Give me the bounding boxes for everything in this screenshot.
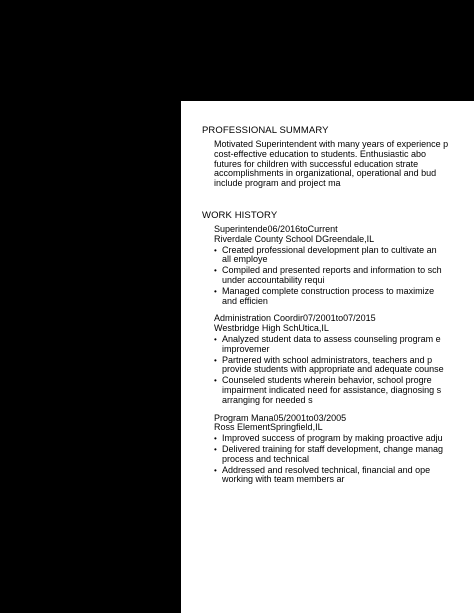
job-org-line: Westbridge High SchUtica,IL xyxy=(214,324,329,334)
job-org-line: Ross ElementSpringfield,IL xyxy=(214,423,323,433)
job-bullet xyxy=(214,356,474,376)
job-entry xyxy=(214,225,474,306)
job-title: Administration Coordir xyxy=(214,314,304,324)
resume-page xyxy=(181,101,474,613)
job-organization: Westbridge High Sch xyxy=(214,324,299,334)
job-state: IL xyxy=(315,423,323,433)
bullet-line: • Delivered training for staff development, change manag xyxy=(222,443,443,454)
job-date-separator: to xyxy=(306,413,314,423)
bullet-line: • Analyzed student data to assess counseling program e xyxy=(222,333,441,344)
job-start-date: 07/2001 xyxy=(303,314,336,324)
job-entry xyxy=(214,414,474,486)
summary-line: accomplishments in organizational, operational and bud xyxy=(214,168,437,179)
bullet-line: improvemer xyxy=(222,343,270,354)
job-bullets xyxy=(214,335,474,406)
summary-line: cost-effective education to students. Enthusiastic abo xyxy=(214,148,426,159)
job-title: Program Mana xyxy=(214,413,274,423)
job-city: Greendale xyxy=(322,234,365,244)
job-bullet xyxy=(214,445,474,465)
job-title: Superintende xyxy=(214,224,268,234)
job-end-date: 07/2015 xyxy=(343,314,376,324)
bullet-line: all employe xyxy=(222,254,268,265)
job-end-date: Current xyxy=(307,224,338,234)
job-entry xyxy=(214,314,474,405)
job-state: IL xyxy=(366,234,375,244)
bullet-line: working with team members ar xyxy=(222,474,345,485)
bullet-line: • Partnered with school administrators, teachers and p xyxy=(222,354,433,365)
bullet-line: • Managed complete construction process to maximize xyxy=(222,285,435,296)
summary-line: include program and project ma xyxy=(214,178,341,189)
job-bullet xyxy=(214,466,474,486)
professional-summary-heading: PROFESSIONAL SUMMARY xyxy=(202,125,329,136)
job-title-line xyxy=(214,414,474,424)
summary-line: futures for children with successful education strate xyxy=(214,158,419,169)
resume-content xyxy=(202,125,474,486)
job-date-separator: to xyxy=(300,224,308,234)
work-history-heading: WORK HISTORY xyxy=(202,209,278,221)
job-start-date: 05/2001 xyxy=(273,413,307,423)
job-organization: Ross Element xyxy=(214,423,271,433)
bullet-line: • Created professional development plan to cultivate an xyxy=(222,244,437,255)
bullet-line: process and technical xyxy=(222,453,310,464)
bullet-line: and efficien xyxy=(222,295,268,306)
job-bullets xyxy=(214,434,474,485)
bullet-line: impairment indicated need for assistance, diagnosing s xyxy=(222,384,442,395)
job-bullets xyxy=(214,246,474,307)
job-bullet xyxy=(214,376,474,405)
job-city: Utica xyxy=(298,324,319,334)
bullet-line: • Addressed and resolved technical, financial and ope xyxy=(222,464,431,475)
job-org-line: Riverdale County School DGreendale,IL xyxy=(214,234,375,244)
job-title-line xyxy=(214,314,474,324)
job-state: IL xyxy=(321,324,329,334)
job-bullet xyxy=(214,335,474,355)
job-title-line xyxy=(214,225,474,235)
job-bullet xyxy=(214,434,474,444)
bullet-line: arranging for needed s xyxy=(222,394,313,405)
bullet-line: under accountability requi xyxy=(222,274,325,285)
job-start-date: 06/2016 xyxy=(267,224,301,234)
bullet-line: • Compiled and presented reports and information to sch xyxy=(222,265,442,276)
job-bullet xyxy=(214,266,474,286)
job-date-separator: to xyxy=(335,314,344,324)
bullet-line: • Counseled students wherein behavior, school progre xyxy=(222,375,432,386)
job-city: Springfield xyxy=(270,423,313,433)
job-end-date: 03/2005 xyxy=(313,413,347,423)
job-organization: Riverdale County School D xyxy=(214,234,323,244)
job-bullet xyxy=(214,287,474,307)
professional-summary-text xyxy=(214,140,474,189)
bullet-line: provide students with appropriate and adequate counse xyxy=(222,364,444,375)
bullet-line: • Improved success of program by making proactive adju xyxy=(222,433,443,444)
job-bullet xyxy=(214,246,474,266)
summary-line: Motivated Superintendent with many years of experience p xyxy=(214,139,449,149)
